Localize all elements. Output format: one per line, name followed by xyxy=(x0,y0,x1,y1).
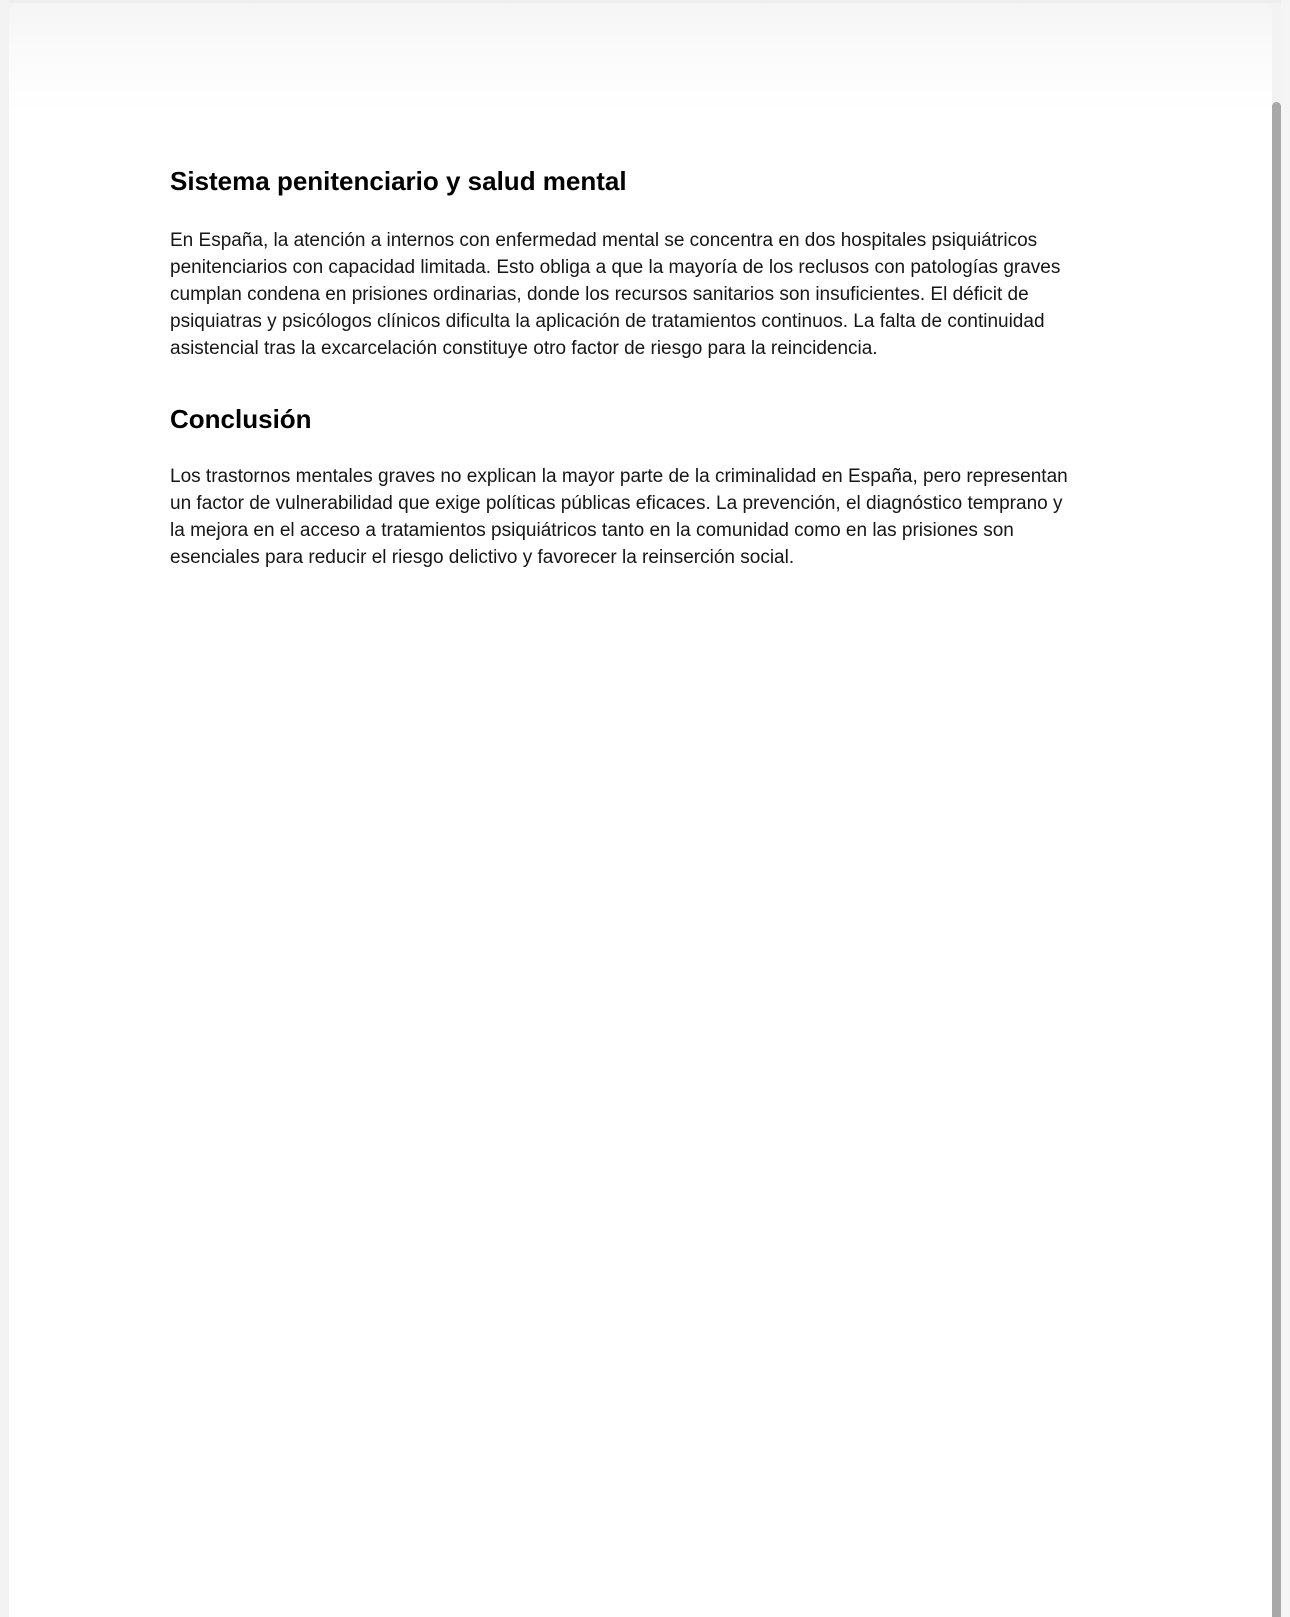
section-heading-conclusion: Conclusión xyxy=(170,404,312,434)
document-page xyxy=(9,3,1272,1617)
section-paragraph-sistema-penitenciario: En España, la atención a internos con enfermedad mental se concentra en dos hospitales psiquiátricos penitenciarios con capacidad limitada. Esto obliga a que la mayoría de los reclusos con patologías graves cumplan condena en prisiones ordinarias, donde los recursos sanitarios son insuficientes. El déficit de psiquiatras y psicólogos clínicos dificulta la aplicación de tratamientos continuos. La falta de continuidad asistencial tras la excarcelación constituye otro factor de riesgo para la reincidencia. xyxy=(170,230,1061,359)
viewer-left-edge xyxy=(0,0,9,1617)
section-paragraph-conclusion: Los trastornos mentales graves no explican la mayor parte de la criminalidad en España, pero representan un factor de vulnerabilidad que exige políticas públicas eficaces. La prevención, el diagnóstico temprano y la mejora en el acceso a tratamientos psiquiátricos tanto en la comunidad como en las prisiones son esenciales para reducir el riesgo delictivo y favorecer la reinserción social. xyxy=(170,466,1068,568)
scrollbar-thumb[interactable] xyxy=(1272,102,1281,1617)
section-heading-sistema-penitenciario: Sistema penitenciario y salud mental xyxy=(170,166,627,196)
page-content xyxy=(170,3,1082,571)
scrollbar-track[interactable] xyxy=(1281,0,1290,1617)
